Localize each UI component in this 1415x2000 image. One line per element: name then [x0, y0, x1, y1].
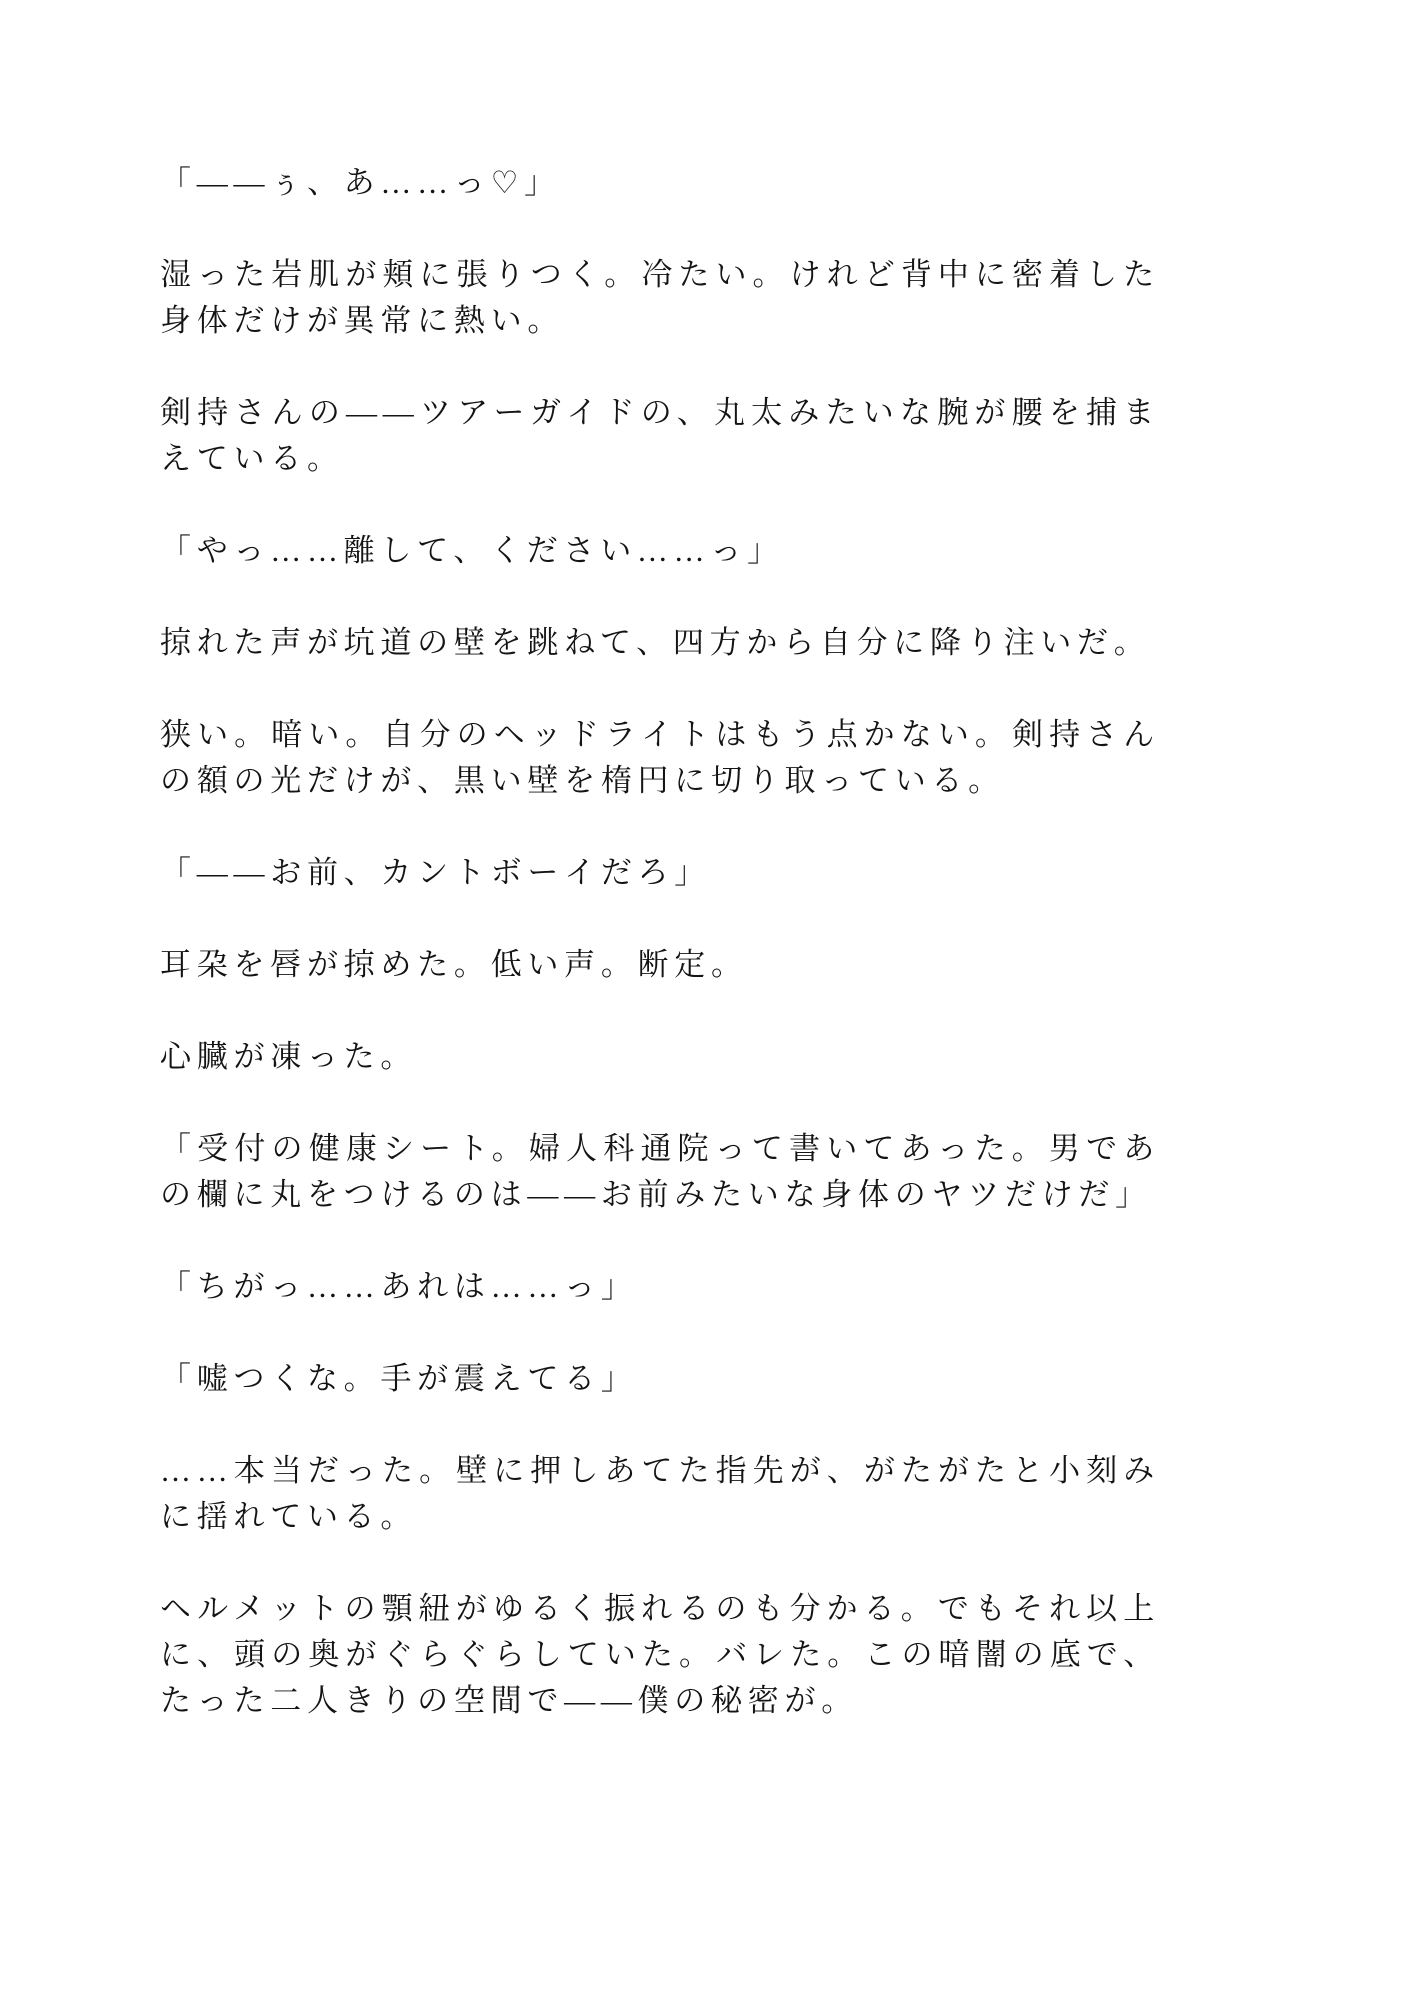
- paragraph-dialogue: 「——ぅ、あ……っ♡」: [160, 165, 561, 200]
- paragraph-dialogue: 「受付の健康シート。婦人科通院って書いてあった。男であの欄に丸をつけるのは——お前みたいな身体のヤツだけだ」: [160, 1131, 1160, 1212]
- paragraph-narration: 剣持さんの——ツアーガイドの、丸太みたいな腕が腰を捕まえている。: [160, 395, 1160, 476]
- paragraph-narration: ヘルメットの顎紐がゆるく振れるのも分かる。でもそれ以上に、頭の奥がぐらぐらしていた。バレた。この暗闇の底で、たった二人きりの空間で——僕の秘密が。: [160, 1591, 1160, 1718]
- paragraph-dialogue: 「ちがっ……あれは……っ」: [160, 1269, 638, 1304]
- paragraph-narration: ……本当だった。壁に押しあてた指先が、がたがたと小刻みに揺れている。: [160, 1453, 1160, 1534]
- paragraph-dialogue: 「やっ……離して、ください……っ」: [160, 533, 784, 568]
- paragraph-narration: 掠れた声が坑道の壁を跳ねて、四方から自分に降り注いだ。: [160, 625, 1151, 660]
- paragraph-narration: 耳朶を唇が掠めた。低い声。断定。: [160, 947, 748, 982]
- paragraph-dialogue: 「嘘つくな。手が震えてる」: [160, 1361, 638, 1396]
- document-body: [160, 160, 1160, 1724]
- paragraph-narration: 狭い。暗い。自分のヘッドライトはもう点かない。剣持さんの額の光だけが、黒い壁を楕円に切り取っている。: [160, 717, 1160, 798]
- paragraph-narration: 湿った岩肌が頬に張りつく。冷たい。けれど背中に密着した身体だけが異常に熱い。: [160, 257, 1160, 338]
- paragraph-narration: 心臓が凍った。: [160, 1039, 418, 1074]
- paragraph-dialogue: 「——お前、カントボーイだろ」: [160, 855, 712, 890]
